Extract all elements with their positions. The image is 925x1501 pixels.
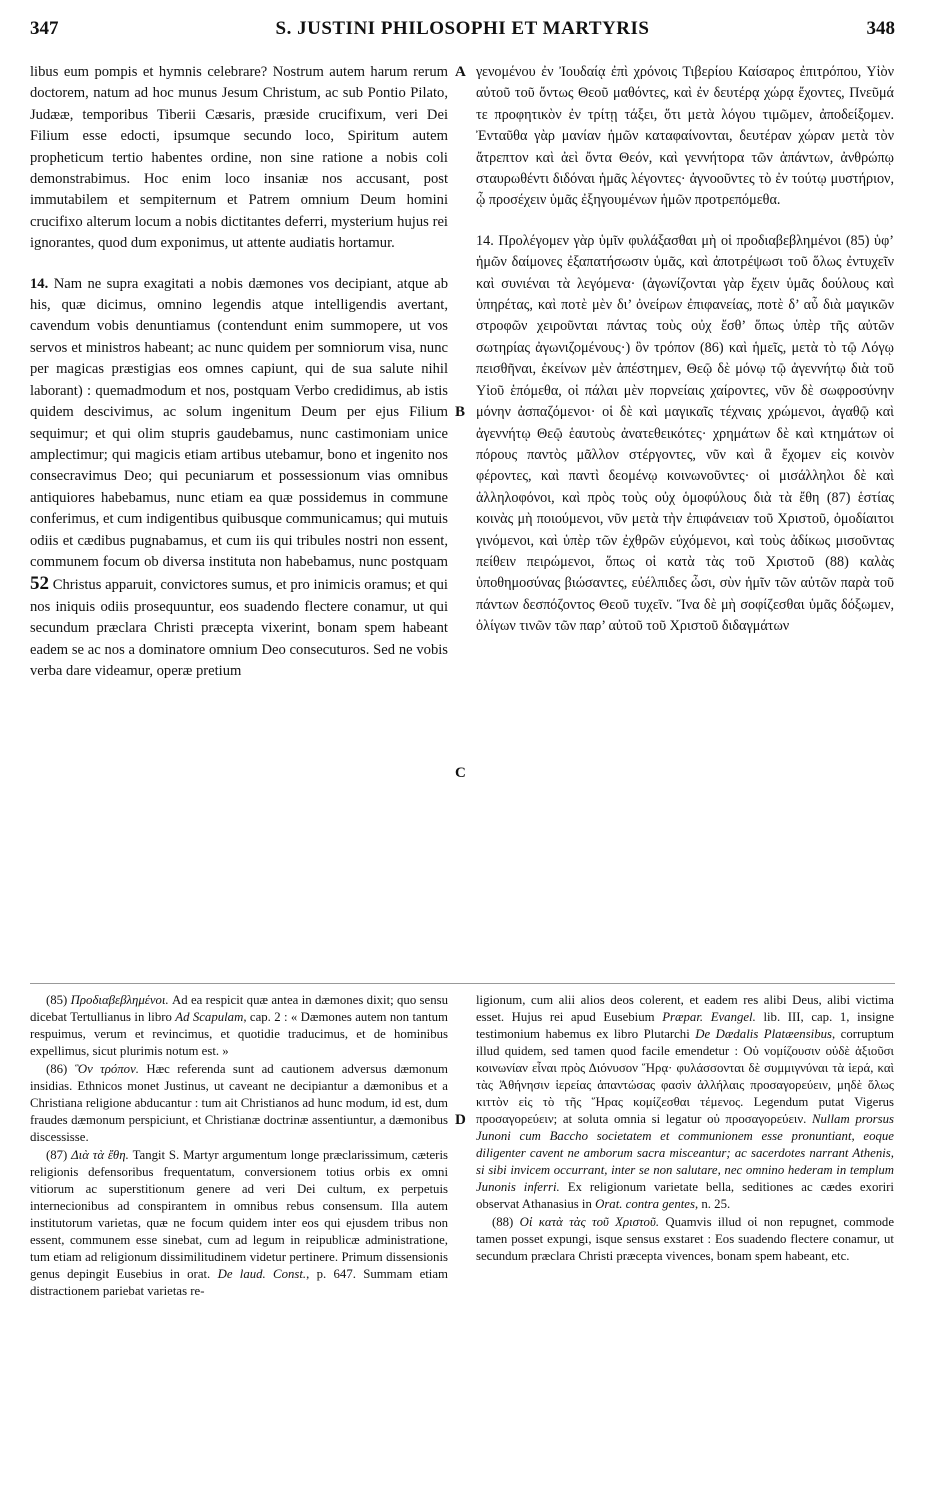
margin-marker-b: B [455, 404, 466, 420]
footnote-cont-text-a: ligionum, cum alii alios deos colerent, et eadem res alibi Deus, alibi victima esset. Hujus rei apud Eusebium [476, 993, 894, 1024]
latin-paragraph-1: libus eum pompis et hymnis celebrare? Nostrum autem harum rerum doctorem, natum ad hoc munus Jesum Christum, ac sub Pontio Pilato, Judææ, temporibus Tiberii Cæsaris, præside crucifixum, veri Dei Filium esse edocti, ipsumque secundo loco, Spiritum autem propheticum tertio habentes ordine, non sine ratione a nobis coli demonstrabimus. Hoc enim loco insaniæ nos accusant, post immutabilem et sempiternum et Patrem omnium Deum homini crucifixo alterum locum a nobis dictitantes deferri, mysterium hujus rei ignorantes, quod dum exponimus, ut attente audiatis hortamur. [30, 64, 448, 252]
margin-marker-a: A [455, 64, 466, 80]
footnote-cont-text-c: , corruptum illud quidem, sed tamen quod facile emendetur : Οὐ νομίζουσιν οὐδὲ ἀξιοῦσι κοινωνίαν εἶναι πρὸς Διόνυσον Ἥρᾳ· φυλάσσονται δὲ συμμιγνύναι τὰ ἱερά, καὶ τὰς Ἀθήνησιν ἱερείας ἁπαντώσας φασὶν ἀλλήλαις προσαγορεύειν, μηδὲ ὅλως κιττὸν εἰς τὸ τῆς Ἥρας κομίζεσθαι τέμενος. Legendum putat Vigerus προσαγορεύειν; at soluta omnia si legatur οὐ προσαγορεύειν. [476, 1027, 894, 1126]
footnote-88 [476, 1214, 894, 1265]
footnote-cont-text-b: lib. III, cap. 1, insigne testimonium habemus ex libro Plutarchi [476, 1010, 895, 1041]
footnote-86-text: Hæc referenda sunt ad cautionem adversus dæmonum insidias. Ethnicos monet Justinus, ut caveant ne decipiantur a dæmonibus et a Christiana religione abducantur : tum ait Christianos ad hunc modum, id est, dum fraudes dæmonum perspiciunt, et Christianæ doctrinæ assentiuntur, a dæmonibus discessisse. [30, 1062, 448, 1144]
footnote-85-text-a: Ad ea respicit quæ antea in dæmones dixit; quo sensu dicebat Tertullianus in libro [30, 993, 448, 1024]
footnote-87-continued [476, 992, 894, 1213]
footnote-87 [30, 1147, 448, 1300]
footnote-cont-work-title-2: De Dædalis Platæensibus [695, 1027, 833, 1041]
page-number-left: 347 [30, 18, 59, 39]
footnote-cont-work-title: Præpar. Evangel. [662, 1010, 756, 1024]
footnote-86-number: (86) [46, 1062, 68, 1076]
edition-page-marker: 52 [30, 573, 49, 595]
latin-paragraph-2-text-a: Nam ne supra exagitati a nobis dæmones vos decipiant, atque ab his, quæ dicimus, omnino legendis atque intelligendis avertant, cavendum vobis denuntiamus (contendunt enim summopere, ut vos servos et ministros habeant; ac nunc quidem per somniorum visa, nunc per magicas præstigias eos omnes capiunt, qui de sua salute nihil laborant) : quemadmodum et nos, postquam Verbo credidimus, ab istis quidem descivimus, ac solum ingenitum Deum per ejus Filium sequimur; et qui olim stupris gaudebamus, nunc castimoniam unice amplectimur; qui magicis etiam artibus utebamur, bono et ingenito nos consecravimus Deo; qui pecuniarum et possessionum vias omnibus antiquiores habebamus, nunc etiam ea quæ possidemus in commune conferimus, et cum indigentibus quibusque communicamus; qui mutuis odiis et cædibus pugnabamus, et cum iis qui tribules nostri non essent, communem focum ob diversa instituta non habebamus, nunc postquam [30, 275, 448, 570]
footnote-cont-translation: Nullam prorsus Junoni cum Baccho societatem et communionem esse pronuntiant, eoque diligenter cavent ne amborum sacra misceantur; ac sacerdotes narrant Athenis, si sibi invicem occurrant, inter se non salutare, nec omnino hederam in templum Junonis inferri. [476, 1112, 895, 1194]
footnotes-right [476, 992, 894, 1266]
footnote-87-work-title: De laud. Const. [217, 1267, 307, 1281]
footnote-85 [30, 992, 448, 1060]
footnote-cont-text-d: Ex religionum varietate bella, seditiones ac cædes exoriri observat Athanasius in [476, 1180, 894, 1211]
greek-paragraph-1: γενομένου ἐν Ἰουδαίᾳ ἐπὶ χρόνοις Τιβερίου Καίσαρος ἐπιτρόπου, Υἱὸν αὐτοῦ τοῦ ὄντως Θεοῦ μαθόντες, καὶ ἐν δευτέρᾳ χώρᾳ ἔχοντες, Πνεῦμά τε προφητικὸν ἐν τρίτῃ τάξει, ὅτι μετὰ λόγου τιμῶμεν, ἀποδείξομεν. Ἐνταῦθα γὰρ μανίαν ἡμῶν καταφαίνονται, δευτέραν χώραν μετὰ τὸν ἄτρεπτον καὶ ἀεὶ ὄντα Θεόν, καὶ γεννήτορα τῶν ἁπάντων, ἀνθρώπῳ σταυρωθέντι διδόναι ἡμᾶς λέγοντες· ἀγνοοῦντες τὸ ἐν τούτῳ μυστήριον, ᾧ προσέχειν ὑμᾶς ἐξηγουμένων ἡμῶν προτρεπόμεθα. [476, 64, 894, 209]
footnote-88-number: (88) [492, 1215, 514, 1229]
footnote-divider [30, 983, 895, 984]
greek-paragraph-2: 14. Προλέγομεν γὰρ ὑμῖν φυλάξασθαι μὴ οἱ προδιαβεβλημένοι (85) ὑφ’ ἡμῶν δαίμονες ἐξαπατήσωσιν ὑμᾶς, καὶ ἀποτρέψωσι τοῦ ὅλως ἐντυχεῖν καὶ συνιέναι τὰ λεγόμενα· (ἀγωνίζονται γὰρ ἔχειν ὑμᾶς δούλους καὶ ὑπηρέτας, καὶ ποτὲ μὲν δι’ ὀνείρων ἐπιφανείας, ποτὲ δ’ αὖ διὰ μαγικῶν στροφῶν χειροῦνται πάντας τοὺς οὐχ ἔσθ’ ὅπως ὑπὲρ τῆς αὐτῶν σωτηρίας ἀγωνιζομένους·) ὃν τρόπον (86) καὶ ἡμεῖς, μετὰ τὸ τῷ Λόγῳ πεισθῆναι, ἐκείνων μὲν ἀπέστημεν, Θεῷ δὲ μόνῳ τῷ ἀγεννήτῳ διὰ τοῦ Υἱοῦ ἑπόμεθα, οἱ πάλαι μὲν πορνείαις χαίροντες, νῦν δὲ σωφροσύνην μόνην ἀσπαζόμενοι· οἱ δὲ καὶ μαγικαῖς τέχναις χρώμενοι, ἀγαθῷ καὶ ἀγεννήτῳ Θεῷ ἑαυτοὺς ἀνατεθεικότες· χρημάτων δὲ καὶ κτημάτων οἱ πόρους παντὸς μᾶλλον στέργοντες, νῦν καὶ ἃ ἔχομεν εἰς κοινὸν φέροντες, καὶ παντὶ δεομένῳ κοινωνοῦντες· οἱ μισάλληλοι δὲ καὶ ἀλληλοφόνοι, καὶ πρὸς τοὺς οὐχ ὁμοφύλους διὰ τὰ ἔθη (87) ἑστίας κοινὰς μὴ ποιούμενοι, νῦν μετὰ τὴν ἐπιφάνειαν τοῦ Χριστοῦ, ὁμοδίαιτοι γινόμενοι, καὶ ὑπὲρ τῶν ἐχθρῶν εὐχόμενοι, καὶ τοὺς ἀδίκως μισοῦντας πείθειν πειρώμενοι, ὅπως οἱ κατὰ τὰς τοῦ Χριστοῦ (88) καλὰς ὑποθημοσύνας βιώσαντες, εὐέλπιδες ὦσι, σὺν ἡμῖν τῶν αὐτῶν παρὰ τοῦ πάντων δεσπόζοντος Θεοῦ τυχεῖν. Ἵνα δὲ μὴ σοφίζεσθαι ὑμᾶς δόξωμεν, ὀλίγων τινῶν τῶν παρ’ αὐτοῦ τοῦ Χριστοῦ διδαγμάτων [476, 232, 894, 635]
footnote-86 [30, 1061, 448, 1146]
chapter-number-latin: 14. [30, 275, 49, 292]
running-header [30, 18, 895, 48]
latin-column [30, 62, 448, 682]
footnote-88-lemma: Οἱ κατὰ τὰς τοῦ Χριστοῦ. [519, 1215, 660, 1229]
footnote-87-number: (87) [46, 1148, 68, 1162]
latin-paragraph-2 [30, 274, 448, 683]
margin-marker-c: C [455, 765, 466, 781]
footnote-85-work-title: Ad Scapulam [175, 1010, 244, 1024]
footnote-cont-work-title-3: Orat. contra gentes [595, 1197, 695, 1211]
running-title: S. JUSTINI PHILOSOPHI ET MARTYRIS [275, 18, 650, 39]
footnotes-left [30, 992, 448, 1301]
greek-column [476, 62, 894, 638]
footnote-87-text-b: , p. 647. Summam etiam distractionem pariebat varietas re- [30, 1267, 448, 1298]
footnote-85-text-b: , cap. 2 : « Dæmones autem non tantum respuimus, verum et revincimus, et quotidie traducimus, et de hominibus expellimus, sicut plurimis notum est. » [30, 1010, 448, 1058]
footnote-88-text: Quamvis illud οἱ non repugnet, commode tamen posset expungi, isque sensus exstaret : Eos suadendo flectere conamur, ut secundum præclara Christi præcepta vivences, bonam spem habeant, etc. [476, 1215, 894, 1263]
footnote-85-lemma: Προδιαβεβλημένοι. [70, 993, 169, 1007]
margin-marker-d: D [455, 1112, 466, 1128]
footnote-85-number: (85) [46, 993, 68, 1007]
footnote-87-text-a: Tangit S. Martyr argumentum longe præclarissimum, cæteris religionis defensoribus frequentatum, conversionem totius orbis ex omni vitiorum ac superstitionum genere ad veri Dei cultum, ex perpetuis internecionibus ad conspirantem in omnibus rebus consensum. Illa autem institutorum varietas, quæ ne focum quidem inter eos qui ejusdem tribus non essent, communem esse sinebat, cum ad legum in reipublicæ administratione, tum etiam ad religionum dissimilitudinem videtur pertinere. Primum dissensionis genus depingit Eusebius in orat. [30, 1148, 448, 1281]
footnote-86-lemma: Ὃν τρόπον. [74, 1062, 139, 1076]
footnote-cont-text-e: , n. 25. [694, 1197, 731, 1211]
latin-paragraph-2-text-b: Christus apparuit, convictores sumus, et pro inimicis oramus; et qui nos iniquis odiis prosequuntur, eos suadendo flectere conamur, ut qui secundum præclara Christi præcepta vixerint, bonam spem habeant eadem se ac nos a dominatore omnium Deo consecuturos. Sed ne vobis verba dare videamur, operæ pretium [30, 577, 448, 679]
page-number-right: 348 [866, 18, 895, 39]
footnote-87-lemma: Διὰ τὰ ἔθη. [71, 1148, 129, 1162]
